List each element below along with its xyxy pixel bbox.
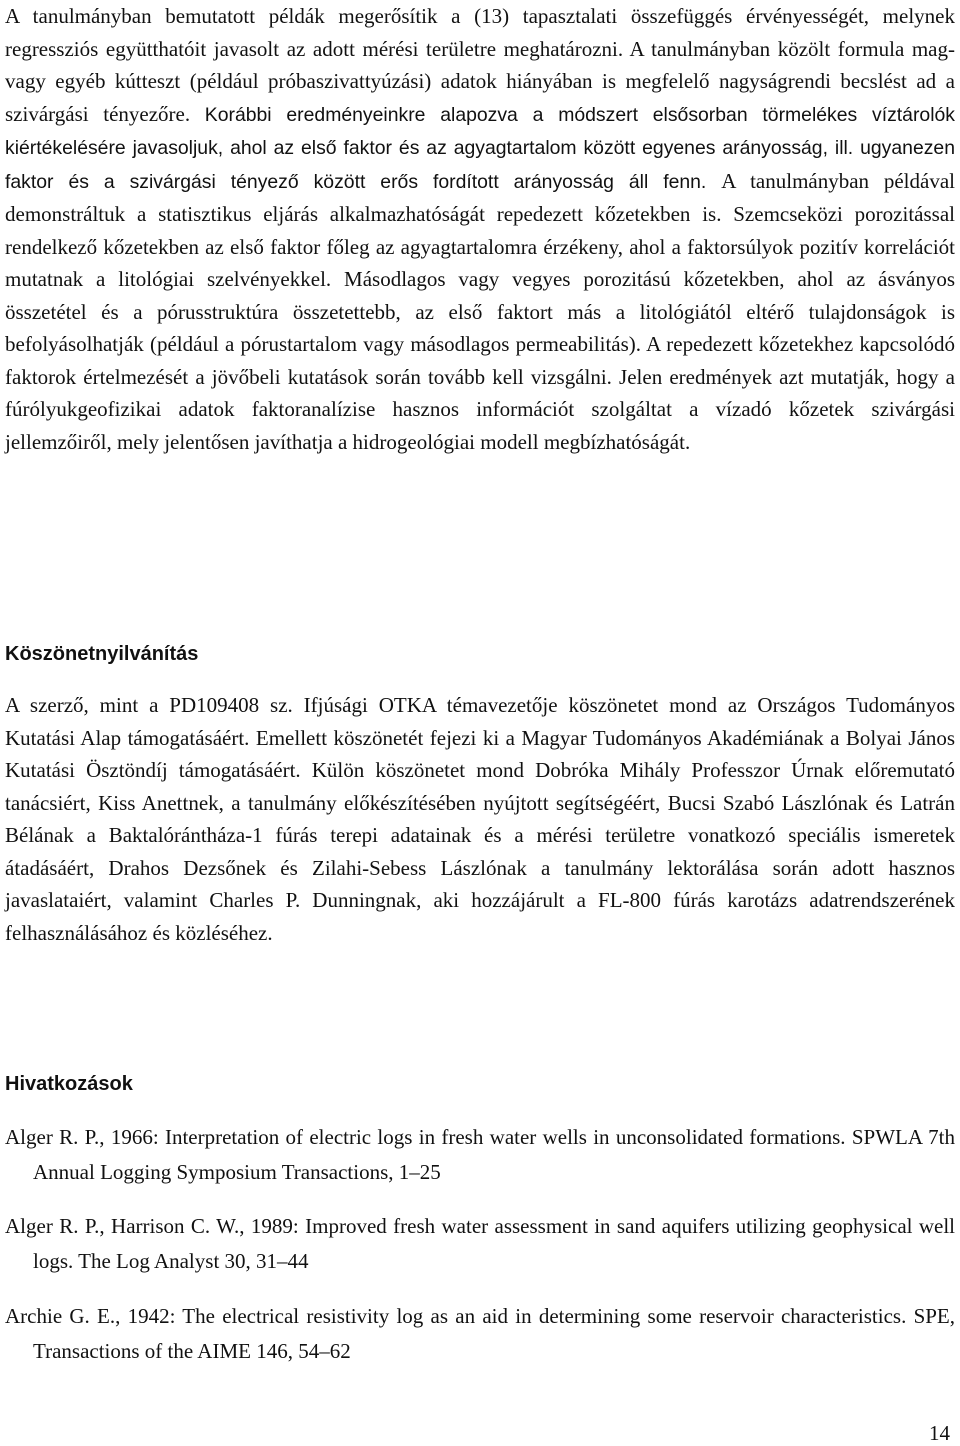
page-number: 14 [929, 1421, 950, 1445]
conclusion-paragraph [5, 0, 955, 458]
conclusion-text-part-2: Korábbi eredményeinkre alapozva a módszert elsősorban törmelékes víztárolók kiértékelésére javasoljuk, ahol az első faktor és az agyagtartalom között egyenes arányosság, ill. ugyanezen faktor és a szivárgási tényező között erős fordított arányosság áll fenn. [5, 103, 955, 193]
reference-item: Alger R. P., Harrison C. W., 1989: Improved fresh water assessment in sand aquifers utilizing geophysical well logs. The Log Analyst 30, 31–44 [5, 1214, 955, 1273]
acknowledgements-paragraph: A szerző, mint a PD109408 sz. Ifjúsági OTKA témavezetője köszönetet mond az Országos Tudományos Kutatási Alap támogatásáért. Emellett köszönetét fejezi ki a Magyar Tudományos Akadémiának a Bolyai János Kutatási Ösztöndíj támogatásáért. Külön köszönetet mond Dobróka Mihály Professzor Úrnak előremutató tanácsiért, Kiss Anettnek, a tanulmány előkészítésében nyújtott segítségéért, Bucsi Szabó Lászlónak és Latrán Bélának a Baktalórántháza-1 fúrás terepi adatainak és a mérési területre vonatkozó speciális ismeretek átadásáért, Drahos Dezsőnek és Zilahi-Sebess Lászlónak a tanulmány lektorálása során adott hasznos javaslataiért, valamint Charles P. Dunningnak, aki hozzájárult a FL-800 fúrás karotázs adatrendszerének felhasználásához és közléséhez. [5, 693, 955, 945]
reference-item: Archie G. E., 1942: The electrical resistivity log as an aid in determining some reservoir characteristics. SPE, Transactions of the AIME 146, 54–62 [5, 1304, 955, 1363]
reference-item: Alger R. P., 1966: Interpretation of electric logs in fresh water wells in unconsolidated formations. SPWLA 7th Annual Logging Symposium Transactions, 1–25 [5, 1125, 955, 1184]
conclusion-text-part-3: A tanulmányban példával demonstráltuk a statisztikus eljárás alkalmazhatóságát repedezett kőzetekben is. Szemcseközi porozitással rendelkező kőzetekben az első faktor főleg az agyagtartalomra érzékeny, ahol a faktorsúlyok pozitív korrelációt mutatnak a litológiai szelvényekkel. Másodlagos vagy vegyes porozitású kőzetekben, ahol az ásványos összetétel és a pórusstruktúra összetettebb, az első faktort más a litológiától eltérő tulajdonságok is befolyásolhatják (például a pórustartalom vagy másodlagos permeabilitás). A repedezett kőzetekhez kapcsolódó faktorok értelmezését a jövőbeli kutatások során tovább kell vizsgálni. Jelen eredmények azt mutatják, hogy a fúrólyukgeofizikai adatok faktoranalízise hasznos információt szolgáltat a vízadó kőzetek szivárgási jellemzőiről, mely jelentősen javíthatja a hidrogeológiai modell megbízhatóságát. [5, 168, 955, 454]
conclusion-text-part-1: A tanulmányban bemutatott példák megerősítik a (13) tapasztalati összefüggés érvényességét, melynek regressziós együtthatóit javasolt az adott mérési területre meghatározni. A tanulmányban közölt formula mag- vagy egyéb kútteszt (például próbaszivattyúzási) adatok hiányában is megfelelő nagyságrendi becslést ad a szivárgási tényezőre. [5, 4, 955, 126]
acknowledgements-heading: Köszönetnyilvánítás [5, 643, 199, 665]
references-heading: Hivatkozások [5, 1073, 133, 1095]
